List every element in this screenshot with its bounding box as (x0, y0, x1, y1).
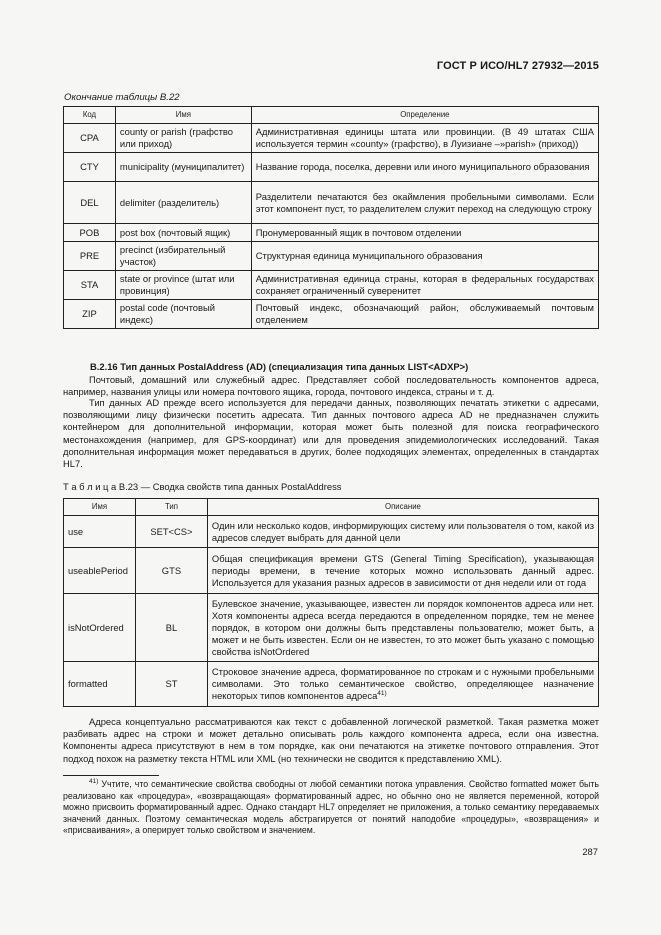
definition-cell: Административная единица страны, которая в федеральных государствах сохраняет ограниченный суверенитет (251, 271, 598, 300)
table1-header-row (64, 107, 599, 124)
table-row (64, 271, 599, 300)
type-cell: GTS (135, 548, 207, 594)
definition-cell: Структурная единица муниципального образования (251, 242, 598, 271)
col-header-name: Имя (115, 107, 251, 124)
code-cell: POB (64, 224, 116, 242)
type-cell: ST (135, 662, 207, 707)
name-cell: postal code (почтовый индекс) (115, 300, 251, 329)
footnote-ref[interactable]: 41) (377, 689, 387, 697)
description-cell: Булевское значение, указывающее, известен ли порядок компонентов адреса или нет. Хотя компоненты адреса всегда передаются в определенном порядке, тем не менее порядок, в котором они должны быть представлены пользователю, может быть, а может и не быть известен. Если он не известен, то это может быть указано с помощью свойства isNotOrdered (207, 594, 598, 662)
code-cell: STA (64, 271, 116, 300)
definition-cell: Административная единицы штата или провинции. (В 49 штатах США используется термин «county» (графство), в Луизиане –»parish» (приход)) (251, 124, 598, 153)
document-header: ГОСТ Р ИСО/HL7 27932—2015 (436, 60, 599, 72)
name-cell: useablePeriod (64, 548, 136, 594)
definition-cell: Пронумерованный ящик в почтовом отделении (251, 224, 598, 242)
name-cell: delimiter (разделитель) (115, 182, 251, 224)
table-b23 (63, 498, 599, 707)
table-row (64, 182, 599, 224)
definition-cell: Название города, поселка, деревни или иного муниципального образования (251, 153, 598, 182)
type-cell: SET<CS> (135, 516, 207, 548)
description-text: Строковое значение адреса, форматированное по строкам и с нужными пробельными символами. Это только семантическое свойство, определяющее назначение некоторых типов компонентов адреса (211, 666, 594, 701)
section-title: В.2.16 Тип данных PostalAddress (AD) (специализация типа данных LIST<ADXP>) (90, 361, 469, 372)
name-cell: formatted (64, 662, 136, 707)
table-b22 (63, 106, 599, 329)
col-header-description: Описание (207, 499, 598, 516)
footnote (63, 779, 599, 837)
table-row (64, 662, 599, 707)
paragraph: Адреса концептуально рассматриваются как текст с добавленной логической разметкой. Такая разметка может разбивать адрес на строки и может детально описывать роль каждого компонента адреса, если она известна. Компоненты адреса присутствуют в нем в том порядке, как они печатаются на этикетке почтового отправления. Этот подход похож на разметку текста HTML или XML (но технически не сводится к представлению XML). (63, 716, 599, 764)
footnote-text: Учтите, что семантические свойства свободны от любой семантики потока управления. Свойство formatted может быть реализовано как «процедура», «возвращающая» форматированный адрес, но обычно оно не является переменной, которой можно присвоить форматированный адрес. Однако стандарт HL7 определяет не приложения, а только семантику передаваемых значений данных. Поэтому семантическая модель абстрагируется от понятий наподобие «процедуры», «возвращения» и «присваивания», а оперирует только свойством и значением. (63, 779, 599, 836)
code-cell: ZIP (64, 300, 116, 329)
table-row (64, 124, 599, 153)
table-row (64, 224, 599, 242)
paragraph: Тип данных AD прежде всего используется для передачи данных, позволяющих печатать этикетки с адресами, позволяющими лицу физически посетить адресата. Тип данных почтового адреса AD не предназначен служить контейнером для дополнительной информации, которая может быть полезной для поиска географического местонахождения (например, для GPS-координат) или для проведения эпидемиологических исследований. Такая дополнительная информация может передаваться в других, более подходящих элементах, определенных в стандартах HL7. (63, 397, 599, 470)
code-cell: CTY (64, 153, 116, 182)
code-cell: DEL (64, 182, 116, 224)
definition-cell: Почтовый индекс, обозначающий район, обслуживаемый почтовым отделением (251, 300, 598, 329)
col-header-definition: Определение (251, 107, 598, 124)
table-row (64, 516, 599, 548)
name-cell: municipality (муниципалитет) (115, 153, 251, 182)
table1-caption: Окончание таблицы В.22 (64, 92, 180, 103)
col-header-code: Код (64, 107, 116, 124)
code-cell: PRE (64, 242, 116, 271)
footnote-separator (63, 775, 159, 776)
footnote-marker: 41) (89, 778, 99, 786)
name-cell: isNotOrdered (64, 594, 136, 662)
description-cell (207, 662, 598, 707)
name-cell: county or parish (графство или приход) (115, 124, 251, 153)
code-cell: CPA (64, 124, 116, 153)
description-cell: Общая спецификация времени GTS (General Timing Specification), указывающая периоды времени, в течение которых можно использовать данный адрес. Используется для указания разных адресов в зависимости от дня недели или от года (207, 548, 598, 594)
table-row (64, 153, 599, 182)
description-cell: Один или несколько кодов, информирующих систему или пользователя о том, какой из адресов следует выбрать для данной цели (207, 516, 598, 548)
table2-caption: Т а б л и ц а В.23 — Сводка свойств типа данных PostalAddress (63, 481, 342, 492)
name-cell: state or province (штат или провинция) (115, 271, 251, 300)
table-row (64, 548, 599, 594)
name-cell: post box (почтовый ящик) (115, 224, 251, 242)
table-row (64, 300, 599, 329)
table-row (64, 242, 599, 271)
paragraph: Почтовый, домашний или служебный адрес. Представляет собой последовательность компонентов адреса, например, названия улицы или номера почтового ящика, города, почтового индекса, страны и т. д. (63, 374, 599, 398)
name-cell: use (64, 516, 136, 548)
type-cell: BL (135, 594, 207, 662)
col-header-name: Имя (64, 499, 136, 516)
col-header-type: Тип (135, 499, 207, 516)
table2-header-row (64, 499, 599, 516)
table-row (64, 594, 599, 662)
name-cell: precinct (избирательный участок) (115, 242, 251, 271)
page-number: 287 (582, 846, 598, 857)
definition-cell: Разделители печатаются без окаймления пробельными символами. Если этот компонент пуст, то разделителем служит переход на следующую строку (251, 182, 598, 224)
